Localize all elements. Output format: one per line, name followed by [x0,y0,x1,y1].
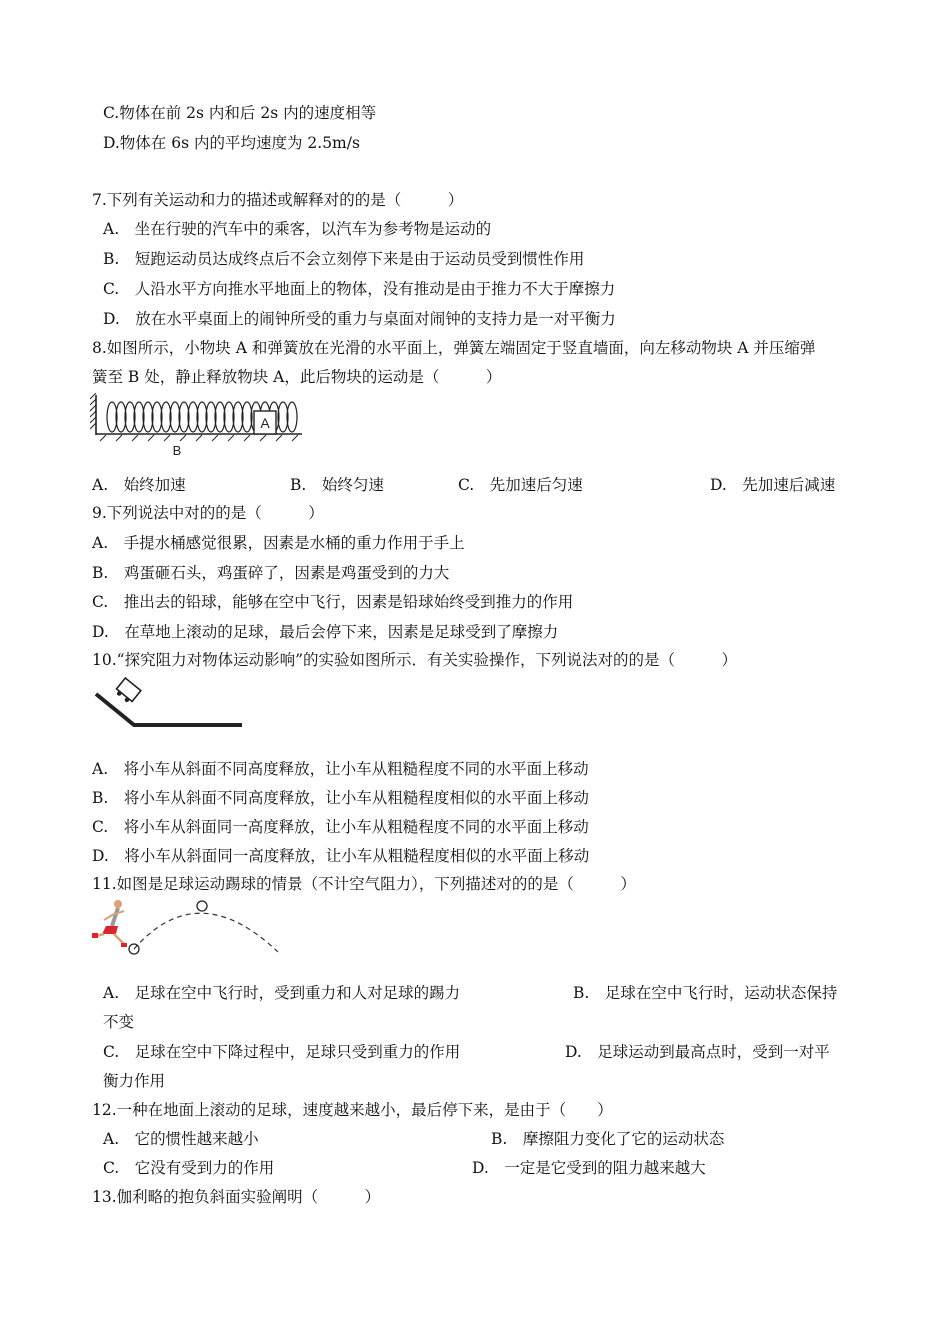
q8-option-b: B. 始终匀速 [290,476,384,494]
q8-stem-line1: 8.如图所示，小物块 A 和弹簧放在光滑的水平面上，弹簧左端固定于竖直墙面，向左移动物块 A 并压缩弹 [92,339,816,357]
trajectory [134,913,278,952]
cart [114,678,141,705]
q6-option-c: C.物体在前 2s 内和后 2s 内的速度相等 [103,104,377,122]
q9-option-d: D. 在草地上滚动的足球，最后会停下来，因素是足球受到了摩擦力 [92,623,559,641]
q10-option-a: A. 将小车从斜面不同高度释放，让小车从粗糙程度不同的水平面上移动 [92,760,589,778]
q8-option-d: D. 先加速后减速 [710,476,836,494]
q7-option-b: B. 短跑运动员达成终点后不会立刻停下来是由于运动员受到惯性作用 [103,250,585,268]
incline-cart-figure [90,676,250,736]
q12-stem: 12.一种在地面上滚动的足球，速度越来越小，最后停下来，是由于（ ） [92,1101,613,1119]
q10-option-c: C. 将小车从斜面同一高度释放，让小车从粗糙程度不同的水平面上移动 [92,818,589,836]
q9-option-c: C. 推出去的铅球，能够在空中飞行，因素是铅球始终受到推力的作用 [92,593,574,611]
kicker-figure [92,900,127,947]
q12-option-d: D. 一定是它受到的阻力越来越大 [472,1159,706,1177]
q10-option-b: B. 将小车从斜面不同高度释放，让小车从粗糙程度相似的水平面上移动 [92,789,589,807]
q11-option-d-cont: 衡力作用 [103,1072,166,1090]
q9-option-a: A. 手提水桶感觉很累，因素是水桶的重力作用于手上 [92,534,465,552]
q7-option-d: D. 放在水平桌面上的闹钟所受的重力与桌面对闹钟的支持力是一对平衡力 [103,310,616,328]
q11-option-d: D. 足球运动到最高点时，受到一对平 [565,1043,830,1061]
incline-track [96,694,242,725]
q11-option-a: A. 足球在空中飞行时，受到重力和人对足球的踢力 [103,984,461,1002]
point-b-label: B [172,443,182,458]
q10-option-d: D. 将小车从斜面同一高度释放，让小车从粗糙程度相似的水平面上移动 [92,847,590,865]
q11-option-b: B. 足球在空中飞行时，运动状态保持 [573,984,838,1002]
football-trajectory-figure [88,896,288,958]
q10-stem: 10.“探究阻力对物体运动影响”的实验如图所示．有关实验操作，下列说法对的的是（ ） [92,651,738,669]
q11-stem: 11.如图是足球运动踢球的情景（不计空气阻力），下列描述对的的是（ ） [92,875,636,893]
q7-stem: 7.下列有关运动和力的描述或解释对的的是（ ） [92,191,464,209]
q9-option-b: B. 鸡蛋砸石头，鸡蛋碎了，因素是鸡蛋受到的力大 [92,564,450,582]
q12-option-a: A. 它的惯性越来越小 [103,1130,259,1148]
q8-option-a: A. 始终加速 [92,476,186,494]
ball-peak [197,901,207,911]
block-a-label: A [260,415,270,431]
q13-stem: 13.伽利略的抱负斜面实验阐明（ ） [92,1188,381,1206]
q8-option-c: C. 先加速后匀速 [458,476,583,494]
q12-option-b: B. 摩擦阻力变化了它的运动状态 [491,1130,725,1148]
spring-block-figure [90,393,310,461]
q7-option-c: C. 人沿水平方向推水平地面上的物体，没有推动是由于推力不大于摩擦力 [103,280,616,298]
q9-stem: 9.下列说法中对的的是（ ） [92,504,324,522]
q11-option-c: C. 足球在空中下降过程中，足球只受到重力的作用 [103,1043,461,1061]
q8-stem-line2: 簧至 B 处，静止释放物块 A，此后物块的运动是（ ） [92,368,502,386]
q11-option-b-cont: 不变 [103,1013,135,1031]
q7-option-a: A. 坐在行驶的汽车中的乘客，以汽车为参考物是运动的 [103,220,492,238]
q12-option-c: C. 它没有受到力的作用 [103,1159,275,1177]
q6-option-d: D.物体在 6s 内的平均速度为 2.5m/s [103,134,360,152]
